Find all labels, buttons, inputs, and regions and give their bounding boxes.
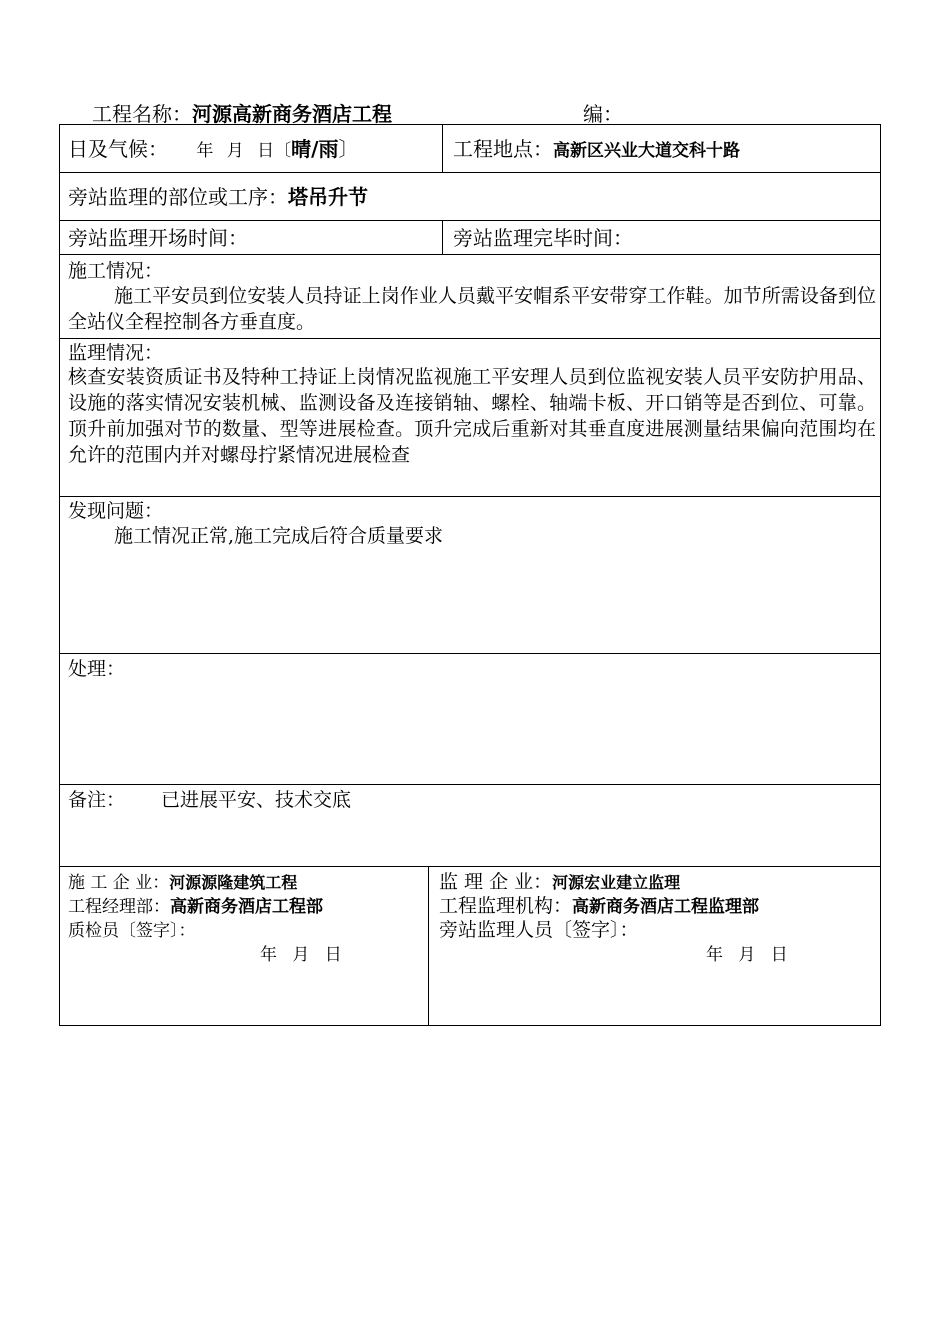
construction-text: 施工平安员到位安装人员持证上岗作业人员戴平安帽系平安带穿工作鞋。加节所需设备到位全站仪全程控制各方垂直度。 bbox=[68, 285, 876, 333]
remarks-title: 备注： bbox=[68, 789, 126, 811]
problems-text: 施工情况正常,施工完成后符合质量要求 bbox=[114, 525, 444, 547]
supervision-company-label: 监 理 企 业： bbox=[439, 871, 553, 893]
column-divider bbox=[428, 866, 429, 1026]
code-label: 编： bbox=[583, 102, 623, 126]
project-name-line bbox=[92, 98, 392, 127]
project-label: 工程名称： bbox=[92, 102, 192, 126]
location-label: 工程地点： bbox=[453, 137, 553, 161]
weather-value: 晴/雨 bbox=[291, 137, 339, 161]
row-divider bbox=[59, 866, 881, 867]
date-blank: 年 月 日〔 bbox=[196, 141, 292, 161]
part-label: 旁站监理的部位或工序： bbox=[68, 185, 288, 209]
remarks-text: 已进展平安、技术交底 bbox=[161, 789, 352, 811]
supervision-dept-label: 工程监理机构： bbox=[439, 895, 573, 917]
construction-dept-line bbox=[68, 895, 323, 919]
row-divider bbox=[59, 784, 881, 785]
supervision-dept-line bbox=[439, 894, 759, 919]
date-label: 日及气候： bbox=[68, 137, 168, 161]
construction-dept-value: 高新商务酒店工程部 bbox=[170, 897, 323, 917]
weather-close: 〕 bbox=[338, 137, 359, 161]
supervision-company-value: 河源宏业建立监理 bbox=[552, 873, 681, 892]
location-cell bbox=[453, 136, 740, 164]
construction-company-value: 河源源隆建筑工程 bbox=[169, 873, 298, 892]
supervisor-signature-label: 旁站监理人员〔签字〕： bbox=[439, 919, 639, 941]
column-divider bbox=[442, 124, 443, 172]
supervision-dept-value: 高新商务酒店工程监理部 bbox=[572, 897, 760, 917]
supervision-title: 监理情况： bbox=[68, 342, 164, 364]
construction-date: 年 月 日 bbox=[260, 945, 342, 965]
construction-dept-label: 工程经理部： bbox=[68, 897, 170, 917]
problems-title: 发现问题： bbox=[68, 500, 164, 522]
row-divider bbox=[59, 338, 881, 339]
end-time-label: 旁站监理完毕时间： bbox=[453, 226, 633, 250]
part-cell bbox=[68, 184, 368, 210]
supervision-company-line bbox=[439, 870, 680, 895]
supervision-text: 核查安装资质证书及特种工持证上岗情况监视施工平安理人员到位监视安装人员平安防护用品、设施的落实情况安装机械、监测设备及连接销轴、螺栓、轴端卡板、开口销等是否到位、可靠。顶升前加强对节的数量、型等进展检查。顶升完成后重新对其垂直度进展测量结果偏向范围均在允许的范围内并对螺母拧紧情况进展检查 bbox=[68, 366, 876, 466]
supervision-date: 年 月 日 bbox=[706, 945, 788, 965]
row-divider bbox=[59, 496, 881, 497]
location-value: 高新区兴业大道交科十路 bbox=[553, 141, 740, 161]
start-time-label: 旁站监理开场时间： bbox=[68, 226, 248, 250]
project-name: 河源高新商务酒店工程 bbox=[192, 102, 392, 126]
date-weather-cell bbox=[68, 136, 358, 164]
construction-company-line bbox=[68, 871, 297, 895]
part-value: 塔吊升节 bbox=[288, 185, 368, 209]
remarks-line bbox=[68, 787, 351, 813]
construction-title: 施工情况： bbox=[68, 260, 164, 282]
row-divider bbox=[59, 653, 881, 654]
handling-title: 处理： bbox=[68, 658, 126, 680]
construction-company-label: 施 工 企 业： bbox=[68, 873, 170, 893]
row-divider bbox=[59, 220, 881, 221]
column-divider bbox=[442, 220, 443, 254]
inspector-signature-label: 质检员〔签字〕： bbox=[68, 921, 196, 941]
row-divider bbox=[59, 172, 881, 173]
row-divider bbox=[59, 254, 881, 255]
